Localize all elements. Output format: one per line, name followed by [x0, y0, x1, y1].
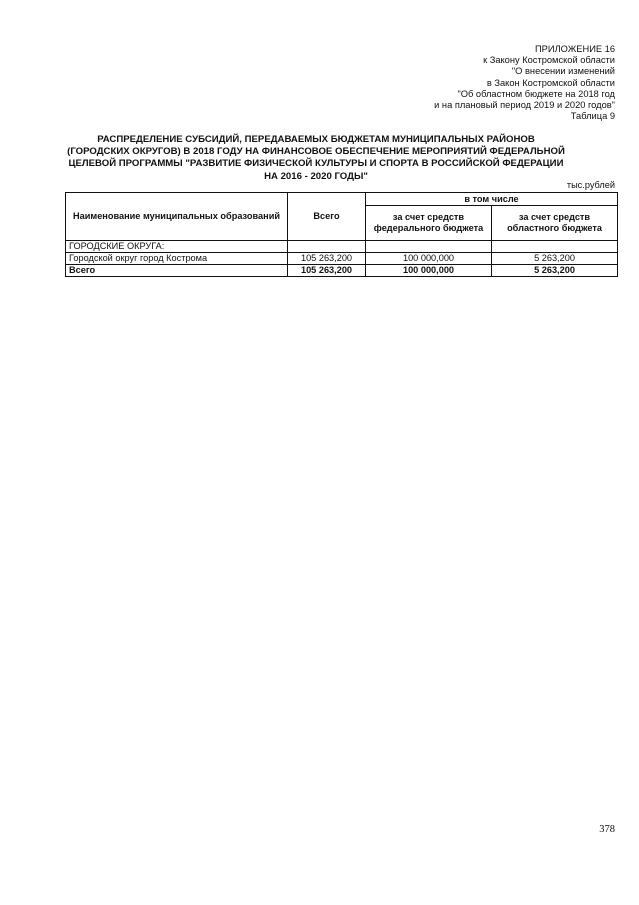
- empty-cell: [492, 241, 618, 253]
- empty-cell: [288, 241, 366, 253]
- total-total: 105 263,200: [288, 265, 366, 277]
- row-federal: 100 000,000: [366, 253, 492, 265]
- row-regional: 5 263,200: [492, 253, 618, 265]
- appendix-line: "О внесении изменений: [511, 66, 615, 77]
- header-including: в том числе: [366, 193, 618, 206]
- header-name: Наименование муниципальных образований: [66, 193, 288, 241]
- empty-cell: [366, 241, 492, 253]
- subsidies-table: [65, 192, 618, 277]
- appendix-line: в Закон Костромской области: [486, 77, 615, 88]
- table-row-total: [66, 265, 618, 277]
- row-total: 105 263,200: [288, 253, 366, 265]
- table-header-row: [66, 193, 618, 206]
- row-name: Городской округ город Кострома: [66, 253, 288, 265]
- total-federal: 100 000,000: [366, 265, 492, 277]
- total-label: Всего: [66, 265, 288, 277]
- group-label: ГОРОДСКИЕ ОКРУГА:: [66, 241, 288, 253]
- header-regional: за счет средств областного бюджета: [492, 206, 618, 241]
- appendix-line: к Закону Костромской области: [483, 55, 615, 66]
- appendix-line: Таблица 9: [570, 111, 615, 122]
- total-regional: 5 263,200: [492, 265, 618, 277]
- table-row-group: [66, 241, 618, 253]
- document-title: РАСПРЕДЕЛЕНИЕ СУБСИДИЙ, ПЕРЕДАВАЕМЫХ БЮДЖЕТАМ МУНИЦИПАЛЬНЫХ РАЙОНОВ (ГОРОДСКИХ ОКРУГОВ) В 2018 ГОДУ НА ФИНАНСОВОЕ ОБЕСПЕЧЕНИЕ МЕРОПРИЯТИЙ ФЕДЕРАЛЬНОЙ ЦЕЛЕВОЙ ПРОГРАММЫ "РАЗВИТИЕ ФИЗИЧЕСКОЙ КУЛЬТУРЫ И СПОРТА В РОССИЙСКОЙ ФЕДЕРАЦИИ НА 2016 - 2020 ГОДЫ": [67, 134, 565, 182]
- appendix-line: "Об областном бюджете на 2018 год: [457, 88, 615, 99]
- units-label: тыс.рублей: [566, 180, 615, 190]
- table-row: [66, 253, 618, 265]
- appendix-header: [315, 44, 615, 122]
- page-number: 378: [599, 824, 615, 835]
- header-federal: за счет средств федерального бюджета: [366, 206, 492, 241]
- appendix-line: ПРИЛОЖЕНИЕ 16: [535, 44, 615, 54]
- header-total: Всего: [288, 193, 366, 241]
- appendix-line: и на плановый период 2019 и 2020 годов": [434, 100, 615, 111]
